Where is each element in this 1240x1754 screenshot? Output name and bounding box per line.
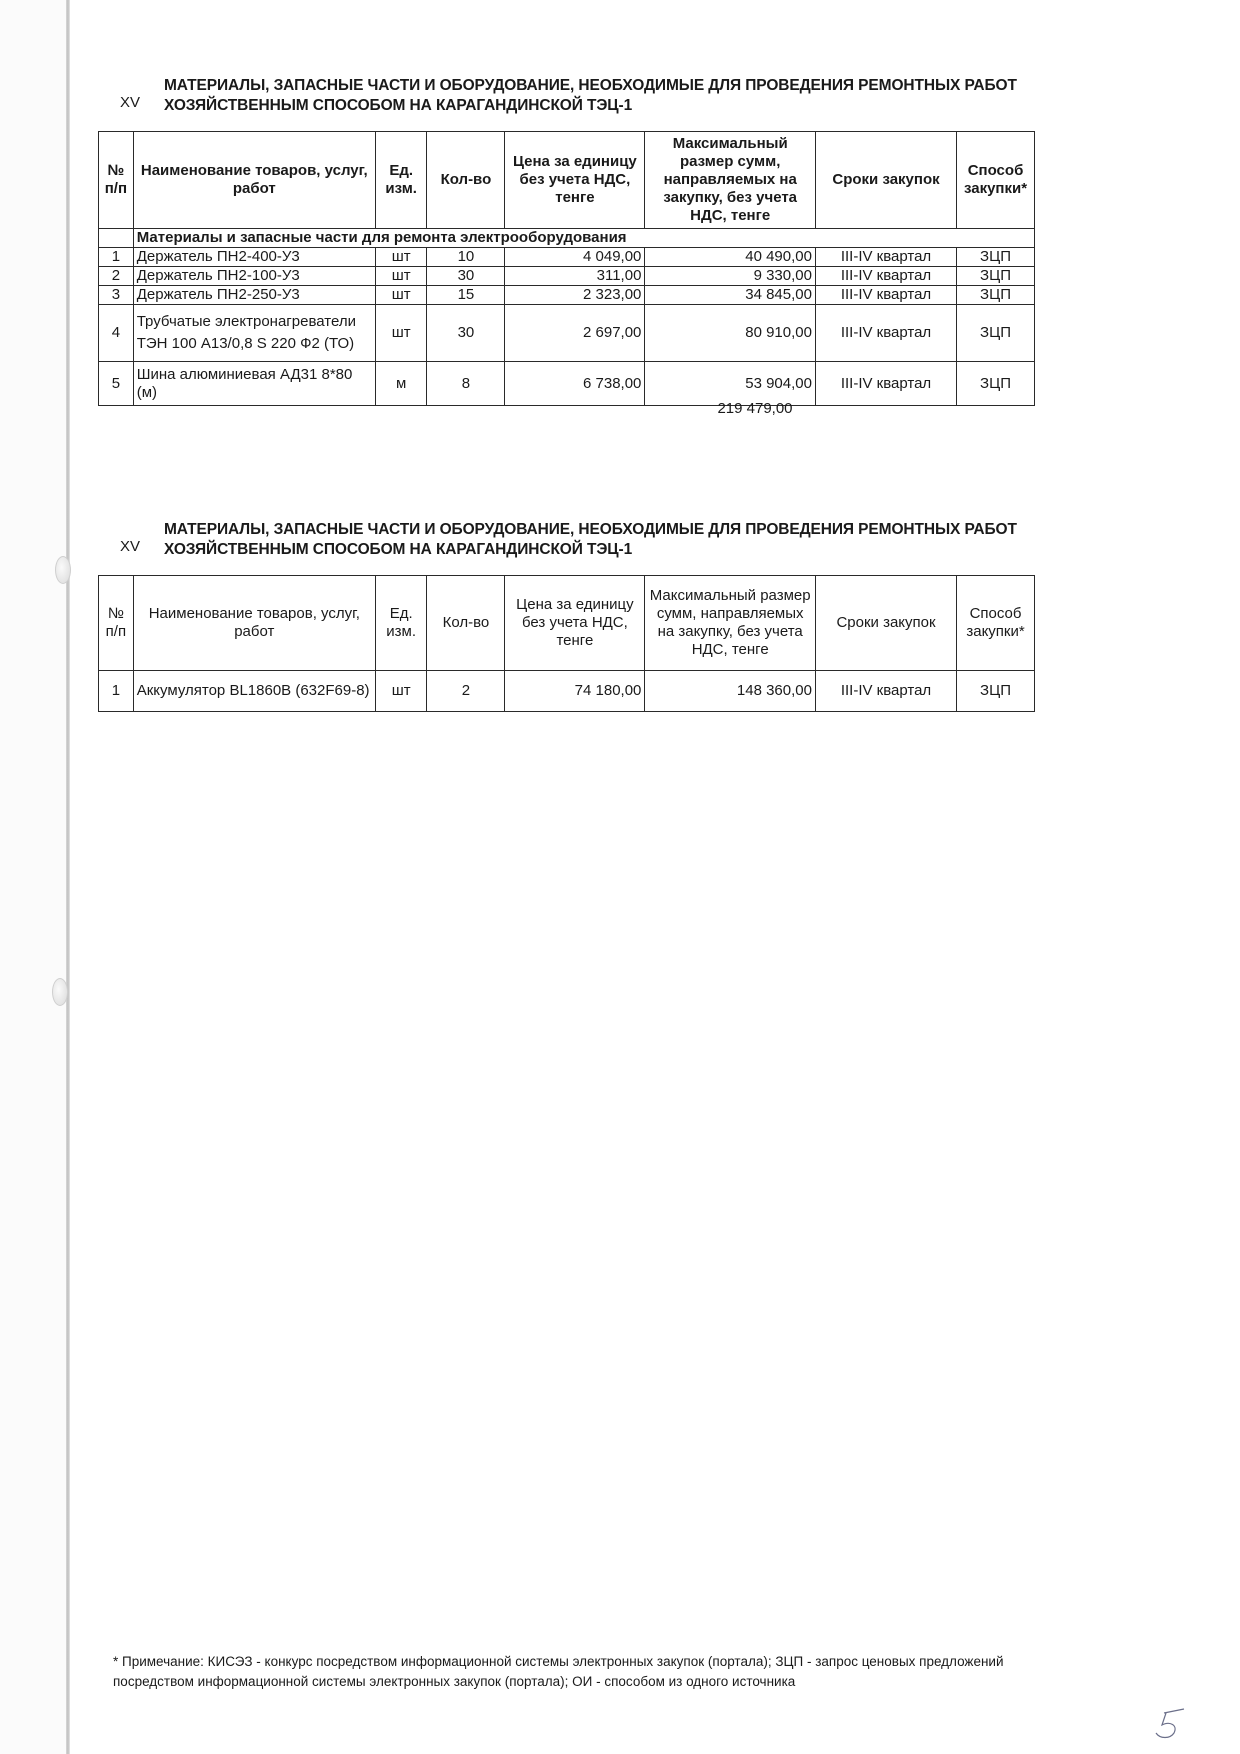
cell-term: III-IV квартал	[815, 671, 956, 712]
col-header-sum: Максимальный размер сумм, направляемых на закупку, без учета НДС, тенге	[645, 576, 816, 671]
cell-term: III-IV квартал	[815, 267, 956, 286]
handwritten-page-number	[1150, 1705, 1190, 1745]
cell-sum: 53 904,00	[645, 362, 816, 406]
footnote: * Примечание: КИСЭЗ - конкурс посредством информационной системы электронных закупок (портала); ЗЦП - запрос ценовых предложений посредством информационной системы электронных закупок (портала); ОИ - способом из одного источника	[113, 1654, 1004, 1689]
cell-method: ЗЦП	[957, 267, 1035, 286]
cell-name: Держатель ПН2-250-У3	[133, 286, 375, 305]
col-header-sum: Максимальный размер сумм, направляемых на закупку, без учета НДС, тенге	[645, 132, 816, 229]
cell-sum: 9 330,00	[645, 267, 816, 286]
cell-price: 6 738,00	[505, 362, 645, 406]
cell-num: 5	[99, 362, 134, 406]
cell-num: 3	[99, 286, 134, 305]
cell-qty: 30	[427, 267, 505, 286]
col-header-name: Наименование товаров, услуг, работ	[133, 132, 375, 229]
cell-num: 4	[99, 305, 134, 362]
cell-unit: шт	[375, 248, 427, 267]
cell-term: III-IV квартал	[815, 362, 956, 406]
cell-num: 1	[99, 248, 134, 267]
col-header-term: Сроки закупок	[815, 132, 956, 229]
col-header-price: Цена за единицу без учета НДС, тенге	[505, 132, 645, 229]
col-header-price: Цена за единицу без учета НДС, тенге	[505, 576, 645, 671]
binder-hole	[52, 978, 68, 1006]
cell-unit: шт	[375, 671, 427, 712]
heading-line-1: МАТЕРИАЛЫ, ЗАПАСНЫЕ ЧАСТИ И ОБОРУДОВАНИЕ, НЕОБХОДИМЫЕ ДЛЯ ПРОВЕДЕНИЯ РЕМОНТНЫХ РАБОТ	[164, 77, 1017, 94]
header-row	[99, 132, 1035, 229]
cell-name: Держатель ПН2-400-У3	[133, 248, 375, 267]
col-header-num: № п/п	[99, 576, 134, 671]
procurement-table-1	[98, 131, 1035, 406]
cell-price: 311,00	[505, 267, 645, 286]
section-number: XV	[120, 538, 141, 555]
cell-sum: 80 910,00	[645, 305, 816, 362]
cell-qty: 30	[427, 305, 505, 362]
cell-unit: шт	[375, 286, 427, 305]
cell-sum: 34 845,00	[645, 286, 816, 305]
cell-method: ЗЦП	[957, 671, 1035, 712]
heading-line-2: ХОЗЯЙСТВЕННЫМ СПОСОБОМ НА КАРАГАНДИНСКОЙ ТЭЦ-1	[164, 97, 633, 114]
cell-term: III-IV квартал	[815, 248, 956, 267]
cell-method: ЗЦП	[957, 362, 1035, 406]
cell-price: 74 180,00	[505, 671, 645, 712]
col-header-qty: Кол-во	[427, 132, 505, 229]
cell-term: III-IV квартал	[815, 286, 956, 305]
cell-num: 2	[99, 267, 134, 286]
cell-num: 1	[99, 671, 134, 712]
cell-name: Трубчатые электронагреватели ТЭН 100 А13/0,8 S 220 Ф2 (ТО)	[133, 305, 375, 362]
table-row	[99, 305, 1035, 362]
group-row	[99, 229, 1035, 248]
section-number: XV	[120, 94, 141, 111]
table-total: 219 479,00	[717, 400, 793, 417]
col-header-method: Способ закупки*	[957, 132, 1035, 229]
cell-price: 2 697,00	[505, 305, 645, 362]
table-row	[99, 671, 1035, 712]
heading-line-1: МАТЕРИАЛЫ, ЗАПАСНЫЕ ЧАСТИ И ОБОРУДОВАНИЕ, НЕОБХОДИМЫЕ ДЛЯ ПРОВЕДЕНИЯ РЕМОНТНЫХ РАБОТ	[164, 521, 1017, 538]
col-header-num: № п/п	[99, 132, 134, 229]
col-header-method: Способ закупки*	[957, 576, 1035, 671]
table-row	[99, 286, 1035, 305]
cell-unit: м	[375, 362, 427, 406]
page-edge-shadow	[66, 0, 70, 1754]
cell-name: Держатель ПН2-100-У3	[133, 267, 375, 286]
group-label: Материалы и запасные части для ремонта электрооборудования	[133, 229, 1034, 248]
cell-qty: 15	[427, 286, 505, 305]
cell-qty: 10	[427, 248, 505, 267]
cell-sum: 40 490,00	[645, 248, 816, 267]
cell-qty: 8	[427, 362, 505, 406]
group-row-num	[99, 229, 134, 248]
cell-method: ЗЦП	[957, 248, 1035, 267]
cell-unit: шт	[375, 305, 427, 362]
heading-line-2: ХОЗЯЙСТВЕННЫМ СПОСОБОМ НА КАРАГАНДИНСКОЙ ТЭЦ-1	[164, 541, 633, 558]
cell-method: ЗЦП	[957, 305, 1035, 362]
cell-unit: шт	[375, 267, 427, 286]
scan-margin	[0, 0, 66, 1754]
procurement-table-2	[98, 575, 1035, 712]
cell-sum: 148 360,00	[645, 671, 816, 712]
section-heading	[164, 76, 1124, 116]
section-heading	[164, 520, 1124, 560]
cell-method: ЗЦП	[957, 286, 1035, 305]
col-header-qty: Кол-во	[427, 576, 505, 671]
cell-price: 2 323,00	[505, 286, 645, 305]
col-header-unit: Ед. изм.	[375, 132, 427, 229]
col-header-unit: Ед. изм.	[375, 576, 427, 671]
binder-hole	[55, 556, 71, 584]
cell-name: Шина алюминиевая АД31 8*80 (м)	[133, 362, 375, 406]
cell-term: III-IV квартал	[815, 305, 956, 362]
cell-name: Аккумулятор BL1860B (632F69-8)	[133, 671, 375, 712]
table-row	[99, 362, 1035, 406]
cell-price: 4 049,00	[505, 248, 645, 267]
table-row	[99, 267, 1035, 286]
cell-qty: 2	[427, 671, 505, 712]
col-header-term: Сроки закупок	[815, 576, 956, 671]
col-header-name: Наименование товаров, услуг, работ	[133, 576, 375, 671]
header-row	[99, 576, 1035, 671]
table-row	[99, 248, 1035, 267]
